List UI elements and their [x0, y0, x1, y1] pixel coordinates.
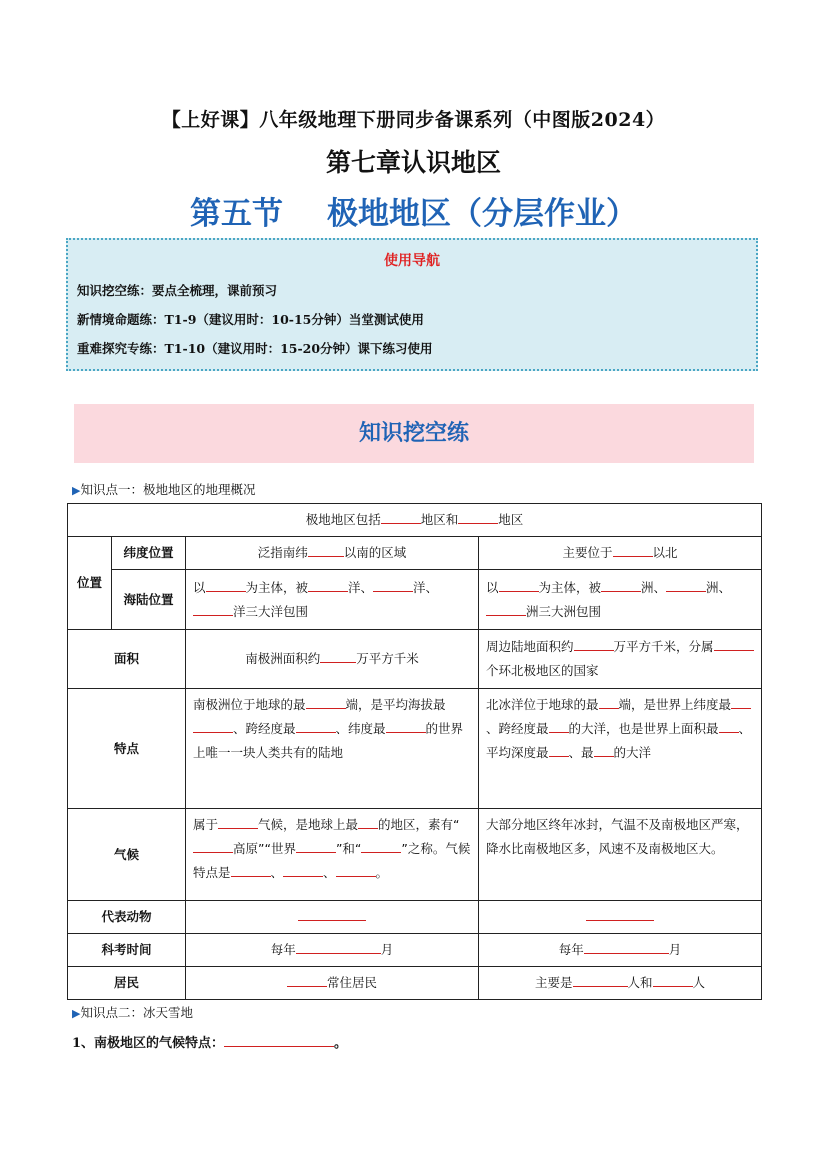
row-label-climate: 气候: [68, 809, 186, 901]
row-label-expedition: 科考时间: [68, 934, 186, 967]
arctic-latitude-cell: 主要位于 以北: [479, 537, 762, 570]
row-label-latitude: 纬度位置: [112, 537, 186, 570]
answer-blank[interactable]: [296, 718, 336, 733]
knowledge-point-label: 知识点二：冰天雪地: [80, 1005, 193, 1020]
row-label-land-sea: 海陆位置: [112, 570, 186, 630]
answer-blank[interactable]: [224, 1032, 334, 1047]
answer-blank[interactable]: [193, 838, 233, 853]
answer-blank[interactable]: [306, 694, 346, 709]
row-label-animals: 代表动物: [68, 901, 186, 934]
answer-blank[interactable]: [218, 814, 258, 829]
answer-blank[interactable]: [549, 742, 569, 757]
answer-blank[interactable]: [601, 577, 641, 592]
antarctic-latitude-cell: 泛指南纬 以南的区域: [186, 537, 479, 570]
guide-line: 知识挖空练：要点全梳理，课前预习: [77, 283, 278, 298]
antarctic-area-cell: 南极洲面积约 万平方千米: [186, 630, 479, 689]
answer-blank[interactable]: [731, 694, 751, 709]
answer-blank[interactable]: [308, 577, 348, 592]
polar-overview-table: [67, 503, 762, 1000]
table-row: [68, 901, 762, 934]
row-label-position: 位置: [68, 537, 112, 630]
answer-blank[interactable]: [283, 862, 323, 877]
table-row: [68, 537, 762, 570]
answer-blank[interactable]: [653, 972, 693, 987]
knowledge-point-2: [72, 1003, 193, 1021]
answer-blank[interactable]: [573, 972, 628, 987]
answer-blank[interactable]: [361, 838, 401, 853]
antarctic-land-sea-cell: 以 为主体，被 洋、 洋、洋三大洋包围: [186, 570, 479, 630]
table-row: [68, 934, 762, 967]
section-name: 极地地区（分层作业）: [327, 196, 637, 232]
answer-blank[interactable]: [584, 939, 669, 954]
answer-blank[interactable]: [599, 694, 619, 709]
answer-blank[interactable]: [714, 636, 754, 651]
arctic-land-sea-cell: 以 为主体，被 洲、 洲、洲三大洲包围: [479, 570, 762, 630]
antarctic-climate-cell: 属于 气候，是地球上最 的地区，素有“高原”“世界 ”和“ ”之称。气候特点是 、 、 。: [186, 809, 479, 901]
table-row: [68, 570, 762, 630]
knowledge-point-1: [72, 480, 255, 498]
answer-blank[interactable]: [296, 838, 336, 853]
guide-line: 重难探究专练：T1-10（建议用时：15-20分钟）课下练习使用: [77, 341, 433, 356]
answer-blank[interactable]: [458, 509, 498, 524]
answer-blank[interactable]: [373, 577, 413, 592]
antarctic-features-cell: 南极洲位于地球的最 端，是平均海拔最、跨经度最 、纬度最 的世界上唯一一块人类共有的陆地: [186, 689, 479, 809]
table-row: [68, 967, 762, 1000]
guide-title: 使用导航: [384, 253, 440, 269]
arctic-climate-cell: 大部分地区终年冰封，气温不及南极地区严寒，降水比南极地区多，风速不及南极地区大。: [479, 809, 762, 901]
row-label-area: 面积: [68, 630, 186, 689]
usage-guide-box: [66, 238, 758, 371]
answer-blank[interactable]: [386, 718, 426, 733]
table-row: [68, 504, 762, 537]
answer-blank[interactable]: [666, 577, 706, 592]
answer-blank[interactable]: [486, 601, 526, 616]
answer-blank[interactable]: [336, 862, 376, 877]
triangle-bullet-icon: ▶: [72, 1007, 81, 1020]
section-title: [0, 188, 827, 233]
series-title: 【上好课】八年级地理下册同步备课系列（中图版2024）: [161, 109, 666, 131]
answer-blank[interactable]: [287, 972, 327, 987]
table-row: [68, 689, 762, 809]
guide-line: 新情境命题练：T1-9（建议用时：10-15分钟）当堂测试使用: [77, 312, 424, 327]
arctic-expedition-cell: 每年 月: [479, 934, 762, 967]
answer-blank[interactable]: [574, 636, 614, 651]
antarctic-animals-cell: [186, 901, 479, 934]
question-label: 1、南极地区的气候特点：: [72, 1036, 225, 1051]
section-banner: 知识挖空练: [74, 404, 754, 463]
antarctic-expedition-cell: 每年 月: [186, 934, 479, 967]
table-row: [68, 630, 762, 689]
answer-blank[interactable]: [296, 939, 381, 954]
arctic-residents-cell: 主要是 人和 人: [479, 967, 762, 1000]
knowledge-point-label: 知识点一：极地地区的地理概况: [80, 482, 256, 497]
answer-blank[interactable]: [613, 542, 653, 557]
answer-blank[interactable]: [586, 906, 654, 921]
answer-blank[interactable]: [320, 648, 356, 663]
answer-blank[interactable]: [193, 601, 233, 616]
chapter-title: 第七章认识地区: [325, 148, 501, 177]
answer-blank[interactable]: [298, 906, 366, 921]
arctic-animals-cell: [479, 901, 762, 934]
answer-blank[interactable]: [381, 509, 421, 524]
answer-blank[interactable]: [594, 742, 614, 757]
answer-blank[interactable]: [549, 718, 569, 733]
answer-blank[interactable]: [206, 577, 246, 592]
row-label-features: 特点: [68, 689, 186, 809]
table-header-cell: 极地地区包括 地区和 地区: [68, 504, 762, 537]
arctic-features-cell: 北冰洋位于地球的最 端，是世界上纬度最、跨经度最 的大洋，也是世界上面积最 、平均深度最 、最 的大洋: [479, 689, 762, 809]
answer-blank[interactable]: [719, 718, 739, 733]
answer-blank[interactable]: [308, 542, 344, 557]
question-1: 1、南极地区的气候特点： 。: [72, 1032, 347, 1051]
arctic-area-cell: 周边陆地面积约 万平方千米，分属个环北极地区的国家: [479, 630, 762, 689]
table-row: [68, 809, 762, 901]
triangle-bullet-icon: ▶: [72, 484, 81, 497]
answer-blank[interactable]: [358, 814, 378, 829]
answer-blank[interactable]: [499, 577, 539, 592]
answer-blank[interactable]: [231, 862, 271, 877]
antarctic-residents-cell: 常住居民: [186, 967, 479, 1000]
row-label-residents: 居民: [68, 967, 186, 1000]
section-number: 第五节: [190, 196, 283, 232]
answer-blank[interactable]: [193, 718, 233, 733]
